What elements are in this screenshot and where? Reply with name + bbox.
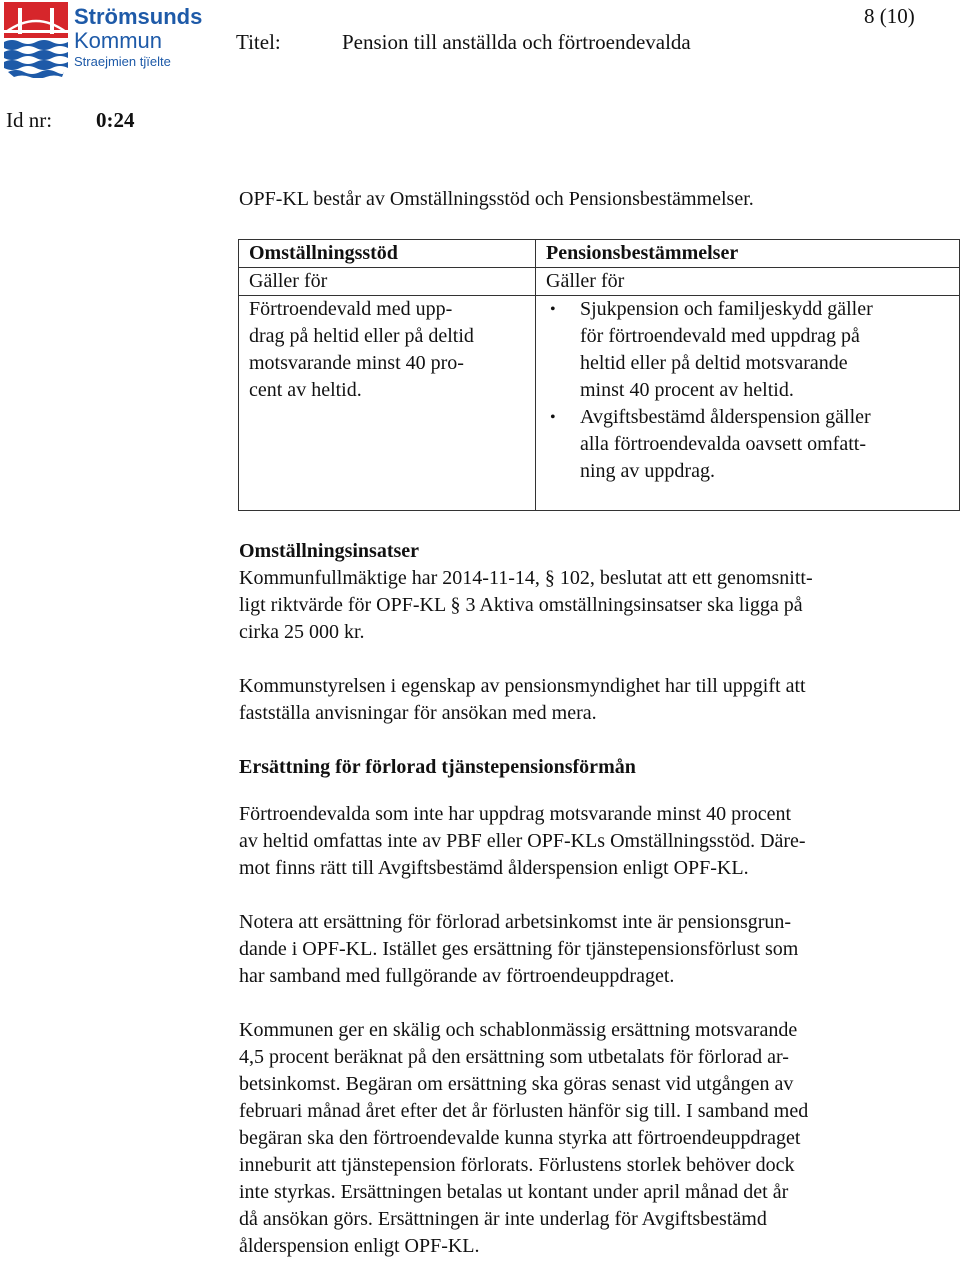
text-line: heltid eller på deltid motsvarande	[580, 352, 848, 374]
text-line: • Avgiftsbestämd ålderspension gäller	[580, 406, 871, 428]
text-line: ning av uppdrag.	[580, 460, 715, 482]
coverage-table	[238, 239, 960, 511]
text-line: dande i OPF-KL. Istället ges ersättning för tjänstepensionsförlust som	[239, 938, 799, 960]
text-line: • Sjukpension och familjeskydd gäller	[580, 298, 873, 320]
text-line: ålderspension enligt OPF-KL.	[239, 1235, 480, 1257]
id-number: 0:24	[96, 108, 135, 132]
list-item	[580, 296, 949, 404]
text-line: fastställa anvisningar för ansökan med mera.	[239, 702, 597, 724]
text-line: inte styrkas. Ersättningen betalas ut kontant under april månad det år	[239, 1181, 789, 1203]
municipality-logo	[4, 2, 203, 78]
bullet-list	[546, 296, 949, 485]
text-line: drag på heltid eller på deltid	[249, 325, 474, 347]
text-line: februari månad året efter det år förlusten hänför sig till. I samband med	[239, 1100, 809, 1122]
text-line: har samband med fullgörande av förtroendeuppdraget.	[239, 965, 675, 987]
intro-paragraph: OPF-KL består av Omställningsstöd och Pensionsbestämmelser.	[239, 188, 754, 210]
table-cell-col1	[239, 296, 536, 511]
text-line: för förtroendevald med uppdrag på	[580, 325, 860, 347]
text-line: alla förtroendevalda oavsett omfatt-	[580, 433, 866, 455]
logo-kommun: Kommun	[74, 28, 163, 53]
text-line: ligt riktvärde för OPF-KL § 3 Aktiva omställningsinsatser ska ligga på	[239, 594, 803, 616]
paragraph-notera	[239, 909, 939, 990]
bridge-logo-icon	[4, 2, 68, 78]
logo-subtitle: Straejmien tjïelte	[74, 54, 171, 69]
paragraph-kommunen	[239, 1017, 939, 1260]
text-line: betsinkomst. Begäran om ersättning ska göras senast vid utgången av	[239, 1073, 794, 1095]
text-line: av heltid omfattas inte av PBF eller OPF-KLs Omställningsstöd. Däre-	[239, 830, 806, 852]
text-line: då ansökan görs. Ersättningen är inte underlag för Avgiftsbestämd	[239, 1208, 767, 1230]
title-label: Titel:	[236, 30, 281, 54]
logo-name: Strömsunds	[74, 4, 203, 29]
text-line: cent av heltid.	[249, 379, 362, 401]
section-heading: Omställningsinsatser	[239, 540, 420, 562]
id-label: Id nr:	[6, 108, 53, 132]
table-subheading-col2: Gäller för	[536, 268, 960, 296]
text-line: minst 40 procent av heltid.	[580, 379, 794, 401]
text-line: Notera att ersättning för förlorad arbetsinkomst inte är pensionsgrun-	[239, 911, 792, 933]
document-title: Pension till anställda och förtroendevalda	[342, 30, 691, 54]
page-number: 8 (10)	[864, 4, 915, 28]
table-heading-pensionsbestammelser: Pensionsbestämmelser	[536, 240, 960, 268]
table-heading-omstallningsstod: Omställningsstöd	[239, 240, 536, 268]
text-line: mot finns rätt till Avgiftsbestämd ålderspension enligt OPF-KL.	[239, 857, 749, 879]
text-line: cirka 25 000 kr.	[239, 621, 365, 643]
table-subheading-col1: Gäller för	[239, 268, 536, 296]
section-omstallningsinsatser	[239, 538, 939, 646]
text-line: Kommunen ger en skälig och schablonmässig ersättning motsvarande	[239, 1019, 798, 1041]
text-line: begäran ska den förtroendevalde kunna styrka att förtroendeuppdraget	[239, 1127, 801, 1149]
text-line: motsvarande minst 40 pro-	[249, 352, 464, 374]
paragraph-fortroendevalda	[239, 801, 939, 882]
text-line: Kommunstyrelsen i egenskap av pensionsmyndighet har till uppgift att	[239, 675, 806, 697]
text-line: inneburit att tjänstepension förlorats. Förlustens storlek behöver dock	[239, 1154, 795, 1176]
section-heading-ersattning: Ersättning för förlorad tjänstepensionsförmån	[239, 756, 636, 778]
paragraph-kommunstyrelsen	[239, 673, 939, 727]
list-item	[580, 404, 949, 485]
text-line: 4,5 procent beräknat på den ersättning som utbetalats för förlorad ar-	[239, 1046, 789, 1068]
text-line: Förtroendevald med upp-	[249, 298, 453, 320]
table-cell-col2	[536, 296, 960, 511]
text-line: Kommunfullmäktige har 2014-11-14, § 102, beslutat att ett genomsnitt-	[239, 567, 813, 589]
text-line: Förtroendevalda som inte har uppdrag motsvarande minst 40 procent	[239, 803, 792, 825]
